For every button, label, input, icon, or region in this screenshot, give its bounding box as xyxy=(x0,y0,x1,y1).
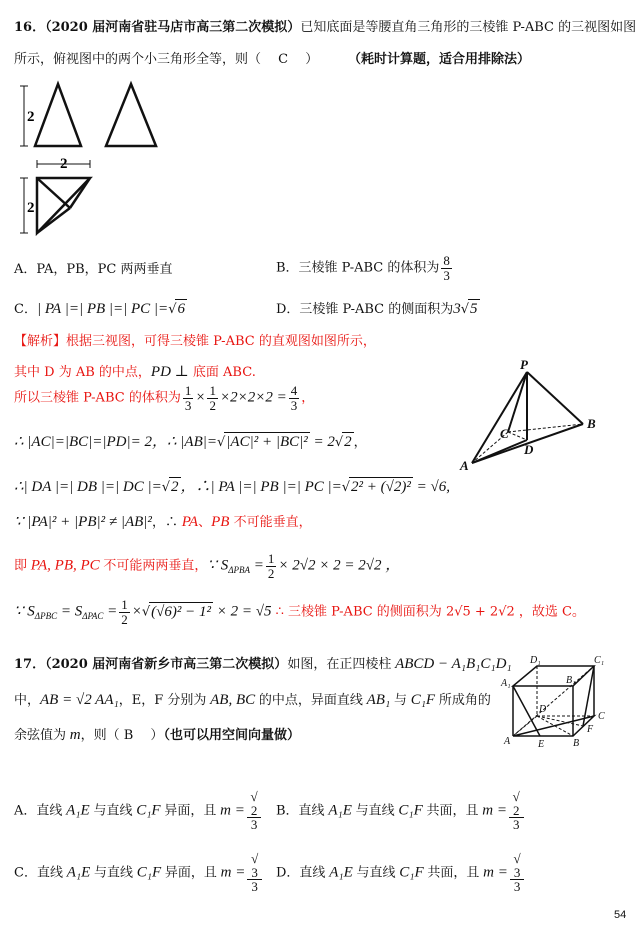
q16-stem-1: 已知底面是等腰直角三角形的三棱锥 P-ABC 的三视图如图 xyxy=(300,20,637,35)
label-E: E xyxy=(538,739,545,750)
q17-stem-line3: 余弦值为 m，则（ B ）（也可以用空间向量做） xyxy=(14,727,300,743)
label-D: D xyxy=(524,442,534,457)
q16-solution-line6: ∵ |PA|² + |PB|² ≠ |AB|²，∴ PA、PB 不可能垂直， xyxy=(14,514,312,530)
q17-option-a: A．直线 A₁E 与直线 C₁F 异面，且 m = √ 2 3 xyxy=(14,790,263,832)
q16-solution-line2: 其中 D 为 AB 的中点，PD ⊥ 底面 ABC. xyxy=(14,364,256,380)
q16-option-c: C．| PA |=| PB |=| PC |=√6 xyxy=(14,299,187,320)
label-A: A xyxy=(504,736,511,747)
q16-option-b: B．三棱锥 P-ABC 的体积为 $\frac{8}{3}$ xyxy=(276,253,450,283)
dim-label-front: 2 xyxy=(27,109,35,125)
label-D1: D₁ xyxy=(530,655,541,666)
q17-stem-line1: 17．（2020 届河南省新乡市高三第二次模拟）如图，在正四棱柱 ABCD − A₁B₁C₁D₁ xyxy=(14,656,512,672)
label-F: F xyxy=(587,724,594,735)
q16-solution-line8: ∵ $S_{\Delta PBC} = S_{\Delta PAC}$ = $\frac{1}{2}$ ×√(√6)² − 1² × 2 = √5 ∴ 三棱锥 P-ABC 的侧面积为 2√5 + 2√2 ，故选 C。 xyxy=(14,597,585,627)
q16-solution-line7: 即 PA, PB, PC 不可能两两垂直，∵ $S_{\Delta PBA}$ = $\frac{1}{2}$ × 2√2 × 2 = 2√2 ， xyxy=(14,551,401,581)
label-C: C xyxy=(500,426,509,441)
q17-stem-line2: 中，AB = √2 AA₁，E，F 分别为 AB, BC 的中点，异面直线 AB₁ 与 C₁F 所成角的 xyxy=(14,692,491,708)
q16-number: 16． xyxy=(14,20,46,35)
dim-label-top: 2 xyxy=(60,156,68,172)
frac-8-3: $\frac{8}{3}$ xyxy=(443,253,450,283)
q16-stem-2: 所示，俯视图中的两个小三角形全等，则（ C ） xyxy=(14,52,319,67)
q16-option-d: D．三棱锥 P-ABC 的侧面积为3√5 xyxy=(276,299,480,320)
q16-solution-line3: 所以三棱锥 P-ABC 的体积为 $\frac{1}{3}$ × $\frac{1}{2}$ ×2×2×2 = $\frac{4}{3}$ ， xyxy=(14,383,315,413)
q17-option-b: B．直线 A₁E 与直线 C₁F 共面，且 m = √ 2 3 xyxy=(276,790,526,832)
page-number: 54 xyxy=(614,909,627,921)
label-D: D xyxy=(539,704,547,715)
q16-hint: （耗时计算题，适合用排除法） xyxy=(348,52,531,67)
label-C1: C₁ xyxy=(594,655,605,666)
label-A1: A₁ xyxy=(501,678,511,689)
q16-source: （2020 届河南省驻马店市高三第二次模拟） xyxy=(45,20,301,35)
label-B: B xyxy=(587,416,596,431)
q17-option-c: C．直线 A₁E 与直线 C₁F 异面，且 m = √ 3 3 xyxy=(14,852,264,894)
q16-solution-line5: ∴| DA |=| DB |=| DC |=√2 ，∴| PA |=| PB |=| PC |=√2² + (√2)² = √6, xyxy=(14,477,450,498)
q16-solution-line4: ∴ |AC|=|BC|=|PD|= 2，∴ |AB|=√|AC|² + |BC|² = 2√2 ， xyxy=(14,432,367,453)
label-C: C xyxy=(598,711,605,722)
label-P: P xyxy=(520,357,528,372)
label-A: A xyxy=(460,458,469,473)
q16-solution-line1: 【解析】根据三视图，可得三棱锥 P-ABC 的直观图如图所示， xyxy=(14,334,376,349)
solution-tag: 【解析】 xyxy=(14,334,67,349)
q17-option-d: D．直线 A₁E 与直线 C₁F 共面，且 m = √ 3 3 xyxy=(276,852,526,894)
label-B: B xyxy=(573,738,580,749)
dim-label-side: 2 xyxy=(27,200,35,216)
q16-option-a: A．PA，PB，PC 两两垂直 xyxy=(14,262,173,277)
label-B1: B₁ xyxy=(566,675,576,686)
